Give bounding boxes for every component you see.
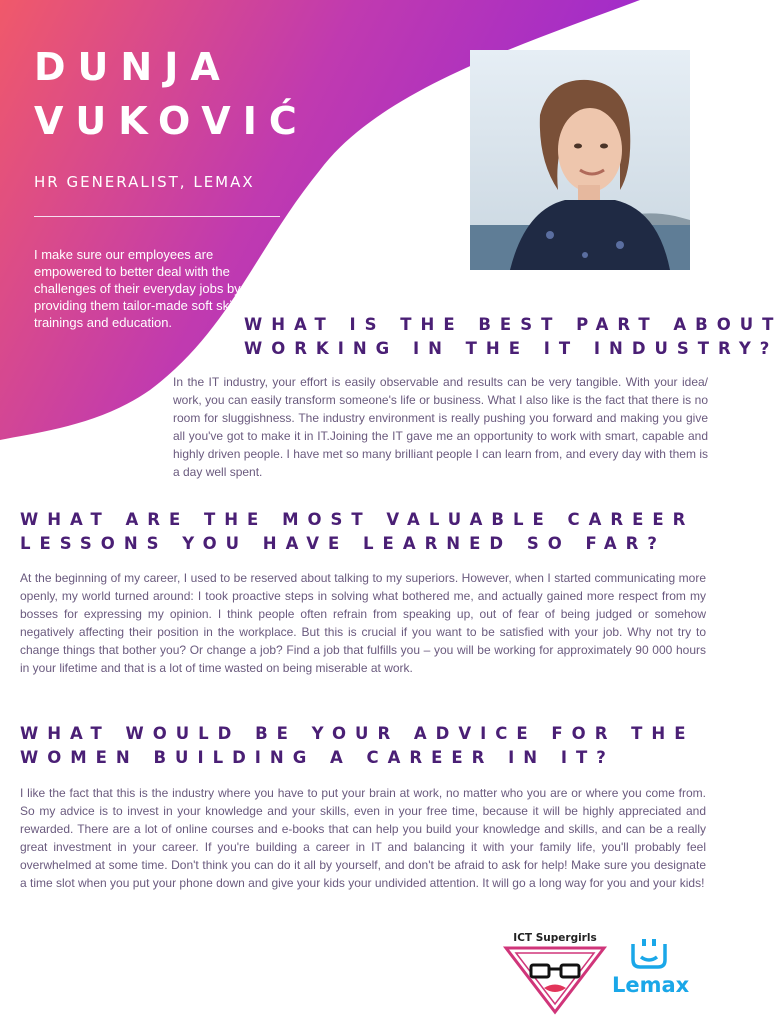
name-last: VUKOVIĆ — [34, 99, 309, 143]
lemax-smiley-icon — [629, 936, 669, 970]
question-heading-1 — [244, 313, 782, 361]
question-2-line-1: WHAT ARE THE MOST VALUABLE CAREER — [20, 510, 695, 529]
question-2-line-2: LESSONS YOU HAVE LEARNED SO FAR? — [20, 534, 666, 553]
ict-supergirls-label: ICT Supergirls — [513, 932, 597, 944]
question-heading-3 — [20, 722, 695, 770]
question-3-line-2: WOMEN BUILDING A CAREER IN IT? — [20, 748, 615, 767]
answer-text-3: I like the fact that this is the industry where you have to put your brain at work, no matter who you are or where you come from. So my advice is to invest in your knowledge and your skills, even in your free time, because it will be highly appreciated and rewarded. There are a lot of online courses and e-books that can help you build your knowledge and skills, and can be a really great investment in your career. If you're building a career in IT and balancing it with your family life, you'll probably feel overwhelmed at some time. Don't think you can do it all by yourself, and don't be afraid to ask for help! Make sure you designate a time slot when you put your phone down and give your kids your undivided attention. It will go a long way for you and your kids! — [20, 786, 706, 890]
question-1-line-1: WHAT IS THE BEST PART ABOUT — [244, 315, 782, 334]
lemax-logo — [612, 936, 690, 997]
profile-name — [34, 40, 309, 148]
ict-supergirls-logo — [500, 932, 610, 1019]
question-3-line-1: WHAT WOULD BE YOUR ADVICE FOR THE — [20, 724, 695, 743]
answer-text-2: At the beginning of my career, I used to be reserved about talking to my superiors. However, when I started communicating more openly, my world turned around: I took proactive steps in solving what bothered me, and actually gained more respect from my bosses for expressing my opinion. I think people often refrain from speaking up, out of fear of being judged or somehow negatively affecting their position in the workplace. But this is crucial if you want to be satisfied with your job. Why not try to change things that bother you? Or change a job? Find a job that fulfills you – you will be working for approximately 90 000 hours in your lifetime and that is a lot of time wasted on being miserable at work. — [20, 571, 706, 675]
job-title: HR GENERALIST, LEMAX — [34, 173, 255, 191]
question-heading-2 — [20, 508, 694, 556]
answer-text-1: In the IT industry, your effort is easily observable and results can be very tangible. With your idea/ work, you can easily transform someone's life or business. What I also like is the fact that there is no room for sluggishness. The industry environment is really pushing you forward and making you give all you've got to make it in IT.Joining the IT gave me an opportunity to work with smart, capable and highly driven people. I have met so many brilliant people I can learn from, and every day with them is a day well spent. — [173, 375, 708, 479]
profile-photo — [470, 50, 690, 270]
lemax-wordmark: Lemax — [612, 973, 690, 997]
supergirls-diamond-icon — [500, 944, 610, 1014]
header-divider — [34, 216, 280, 217]
question-1-line-2: WORKING IN THE IT INDUSTRY? — [244, 339, 779, 358]
name-first: DUNJA — [34, 45, 232, 89]
intro-text: I make sure our employees are empowered to better deal with the challenges of their everyday jobs by providing them tailor-made soft skills trainings and education. — [34, 247, 245, 330]
